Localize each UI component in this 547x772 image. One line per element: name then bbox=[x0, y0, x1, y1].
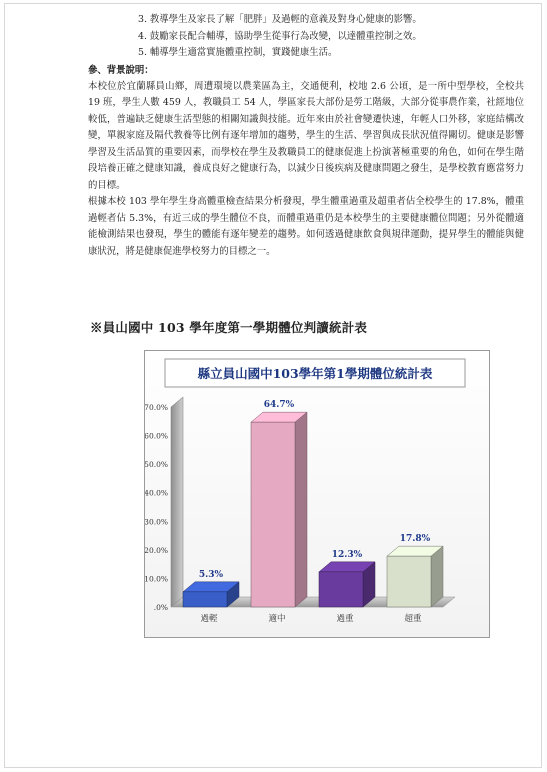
bar-value-label: 64.7% bbox=[263, 400, 295, 411]
bar-value-label: 12.3% bbox=[331, 549, 363, 560]
bar-3 bbox=[387, 546, 443, 607]
y-tick-label: 40.0% bbox=[145, 488, 168, 498]
chart-title: 縣立員山國中103學年第1學期體位統計表 bbox=[197, 366, 433, 381]
y-tick-label: .0% bbox=[153, 603, 168, 612]
bar-front bbox=[387, 556, 431, 607]
x-category-label: 超重 bbox=[404, 614, 422, 624]
bar-2 bbox=[319, 562, 375, 607]
section-title: 參、背景說明： bbox=[88, 64, 154, 76]
bar-front bbox=[251, 422, 295, 607]
chart-container bbox=[144, 350, 490, 638]
x-category-label: 過輕 bbox=[200, 614, 218, 624]
list-item: 5. 輔導學生適當實施體重控制，實踐健康生活。 bbox=[138, 47, 338, 58]
x-category-label: 適中 bbox=[268, 614, 286, 624]
list-item: 3. 教導學生及家長了解「肥胖」及過輕的意義及對身心健康的影響。 bbox=[138, 14, 422, 25]
x-category-label: 過重 bbox=[336, 614, 354, 624]
bar-front bbox=[183, 592, 227, 607]
chart-side-wall bbox=[171, 397, 183, 607]
bar-chart bbox=[145, 351, 489, 637]
figure-caption: ※員山國中 103 學年度第一學期體位判讀統計表 bbox=[90, 320, 368, 335]
y-tick-label: 50.0% bbox=[145, 460, 168, 470]
background-paragraph-1: 本校位於宜蘭縣員山鄉，周遭環境以農業區為主，交通便利，校地 2.6 公頃，是一所中型學校，全校共 19 班，學生人數 459 人，教職員工 54 人，學區家長大部份是勞工階級，大部分從事農作業，社經地位較低，普遍缺乏健康生活型態的相關知識與技能。近年來由於社會變遷快速，年輕人口外移，家庭結構改變，單親家庭及隔代教養等比例有逐年增加的趨勢，學生的生活、學習與成長狀況值得關切。健康是影響學習及生活品質的重要因素，而學校在學生及教職員工的健康促進上扮演著極重要的角色，如何在學生階段培養正確之健康知識，養成良好之健康行為，以減少日後疾病及健康問題之發生，是學校教育應當努力的目標。 bbox=[88, 80, 524, 191]
background-paragraph-2: 根據本校 103 學年學生身高體重檢查結果分析發現，學生體重過重及超重者佔全校學生的 17.8%，體重過輕者佔 5.3%，有近三成的學生體位不良，而體重過重仍是本校學生的主要健康體位問題；另外從體適能檢測結果也發現，學生的體能有逐年變差的趨勢。如何透過健康飲食與規律運動，提昇學生的體能與健康狀況，將是健康促進學校努力的目標之一。 bbox=[88, 196, 524, 257]
bar-value-label: 5.3% bbox=[198, 569, 224, 580]
list-item: 4. 鼓勵家長配合輔導，協助學生從事行為改變，以達體重控制之效。 bbox=[138, 30, 422, 42]
bar-front bbox=[319, 572, 363, 607]
bar-0 bbox=[183, 582, 239, 607]
y-tick-label: 20.0% bbox=[145, 545, 168, 555]
y-tick-label: 30.0% bbox=[145, 517, 168, 527]
bar-value-label: 17.8% bbox=[399, 534, 431, 545]
document-body bbox=[88, 12, 524, 260]
y-tick-label: 70.0% bbox=[145, 403, 168, 412]
y-tick-label: 60.0% bbox=[145, 431, 168, 441]
bar-1 bbox=[251, 412, 307, 607]
y-tick-label: 10.0% bbox=[145, 574, 168, 584]
bar-side bbox=[295, 412, 307, 607]
bar-side bbox=[431, 546, 443, 607]
goal-list bbox=[138, 12, 524, 62]
